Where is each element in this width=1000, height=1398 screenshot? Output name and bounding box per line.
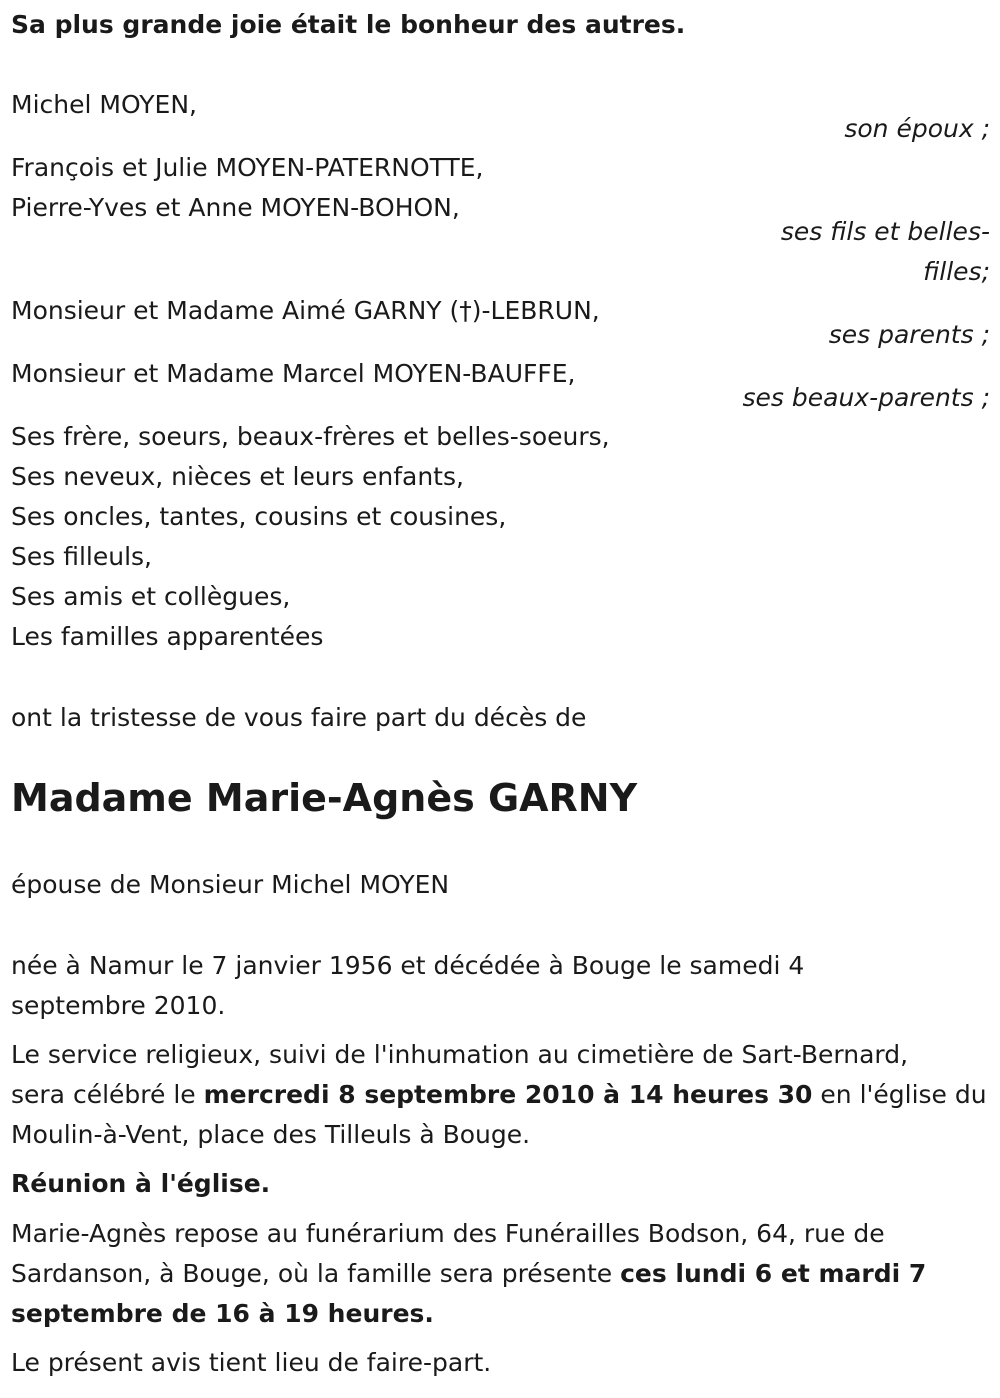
- relatives-line: Ses amis et collègues,: [11, 582, 291, 611]
- service-datetime: mercredi 8 septembre 2010 à 14 heures 30: [203, 1080, 813, 1109]
- motto: Sa plus grande joie était le bonheur des autres.: [11, 10, 686, 39]
- relatives-line: Ses neveux, nièces et leurs enfants,: [11, 462, 464, 491]
- spouse-role: son époux ;: [844, 114, 990, 143]
- meeting-note: Réunion à l'église.: [11, 1169, 271, 1198]
- children-role-line-1: ses fils et belles-: [780, 217, 990, 246]
- birth-death-line-2: septembre 2010.: [11, 991, 226, 1020]
- birth-death-line-1: née à Namur le 7 janvier 1956 et décédée à Bouge le samedi 4: [11, 951, 805, 980]
- in-laws-name: Monsieur et Madame Marcel MOYEN-BAUFFE,: [11, 359, 576, 388]
- visitation-line-1: Marie-Agnès repose au funérarium des Funérailles Bodson, 64, rue de: [11, 1219, 885, 1248]
- children-line-2: Pierre-Yves et Anne MOYEN-BOHON,: [11, 193, 460, 222]
- spouse-name: Michel MOYEN,: [11, 90, 197, 119]
- service-line-1: Le service religieux, suivi de l'inhumation au cimetière de Sart-Bernard,: [11, 1040, 909, 1069]
- children-role-line-2: filles;: [923, 257, 990, 286]
- visitation-days: ces lundi 6 et mardi 7: [620, 1259, 927, 1288]
- visitation-line-2: [11, 1259, 926, 1289]
- deceased-name: Madame Marie-Agnès GARNY: [11, 776, 638, 820]
- children-line-1: François et Julie MOYEN-PATERNOTTE,: [11, 153, 484, 182]
- closing-note: Le présent avis tient lieu de faire-part.: [11, 1348, 492, 1377]
- relatives-line: Ses frère, soeurs, beaux-frères et belles-soeurs,: [11, 422, 610, 451]
- service-line-2-prefix: sera célébré le: [11, 1080, 204, 1109]
- visitation-hours: septembre de 16 à 19 heures.: [11, 1299, 434, 1328]
- relatives-line: Les familles apparentées: [11, 622, 324, 651]
- parents-name: Monsieur et Madame Aimé GARNY (†)-LEBRUN,: [11, 296, 600, 325]
- in-laws-role: ses beaux-parents ;: [742, 383, 990, 412]
- service-line-2: [11, 1080, 987, 1110]
- visitation-line-2-prefix: Sardanson, à Bouge, où la famille sera présente: [11, 1259, 621, 1288]
- parents-role: ses parents ;: [828, 320, 990, 349]
- relatives-line: Ses filleuls,: [11, 542, 153, 571]
- spouse-of: épouse de Monsieur Michel MOYEN: [11, 870, 450, 899]
- service-line-3: Moulin-à-Vent, place des Tilleuls à Bouge.: [11, 1120, 531, 1149]
- relatives-line: Ses oncles, tantes, cousins et cousines,: [11, 502, 507, 531]
- announcement: ont la tristesse de vous faire part du décès de: [11, 703, 587, 732]
- service-line-2-suffix: en l'église du: [812, 1080, 987, 1109]
